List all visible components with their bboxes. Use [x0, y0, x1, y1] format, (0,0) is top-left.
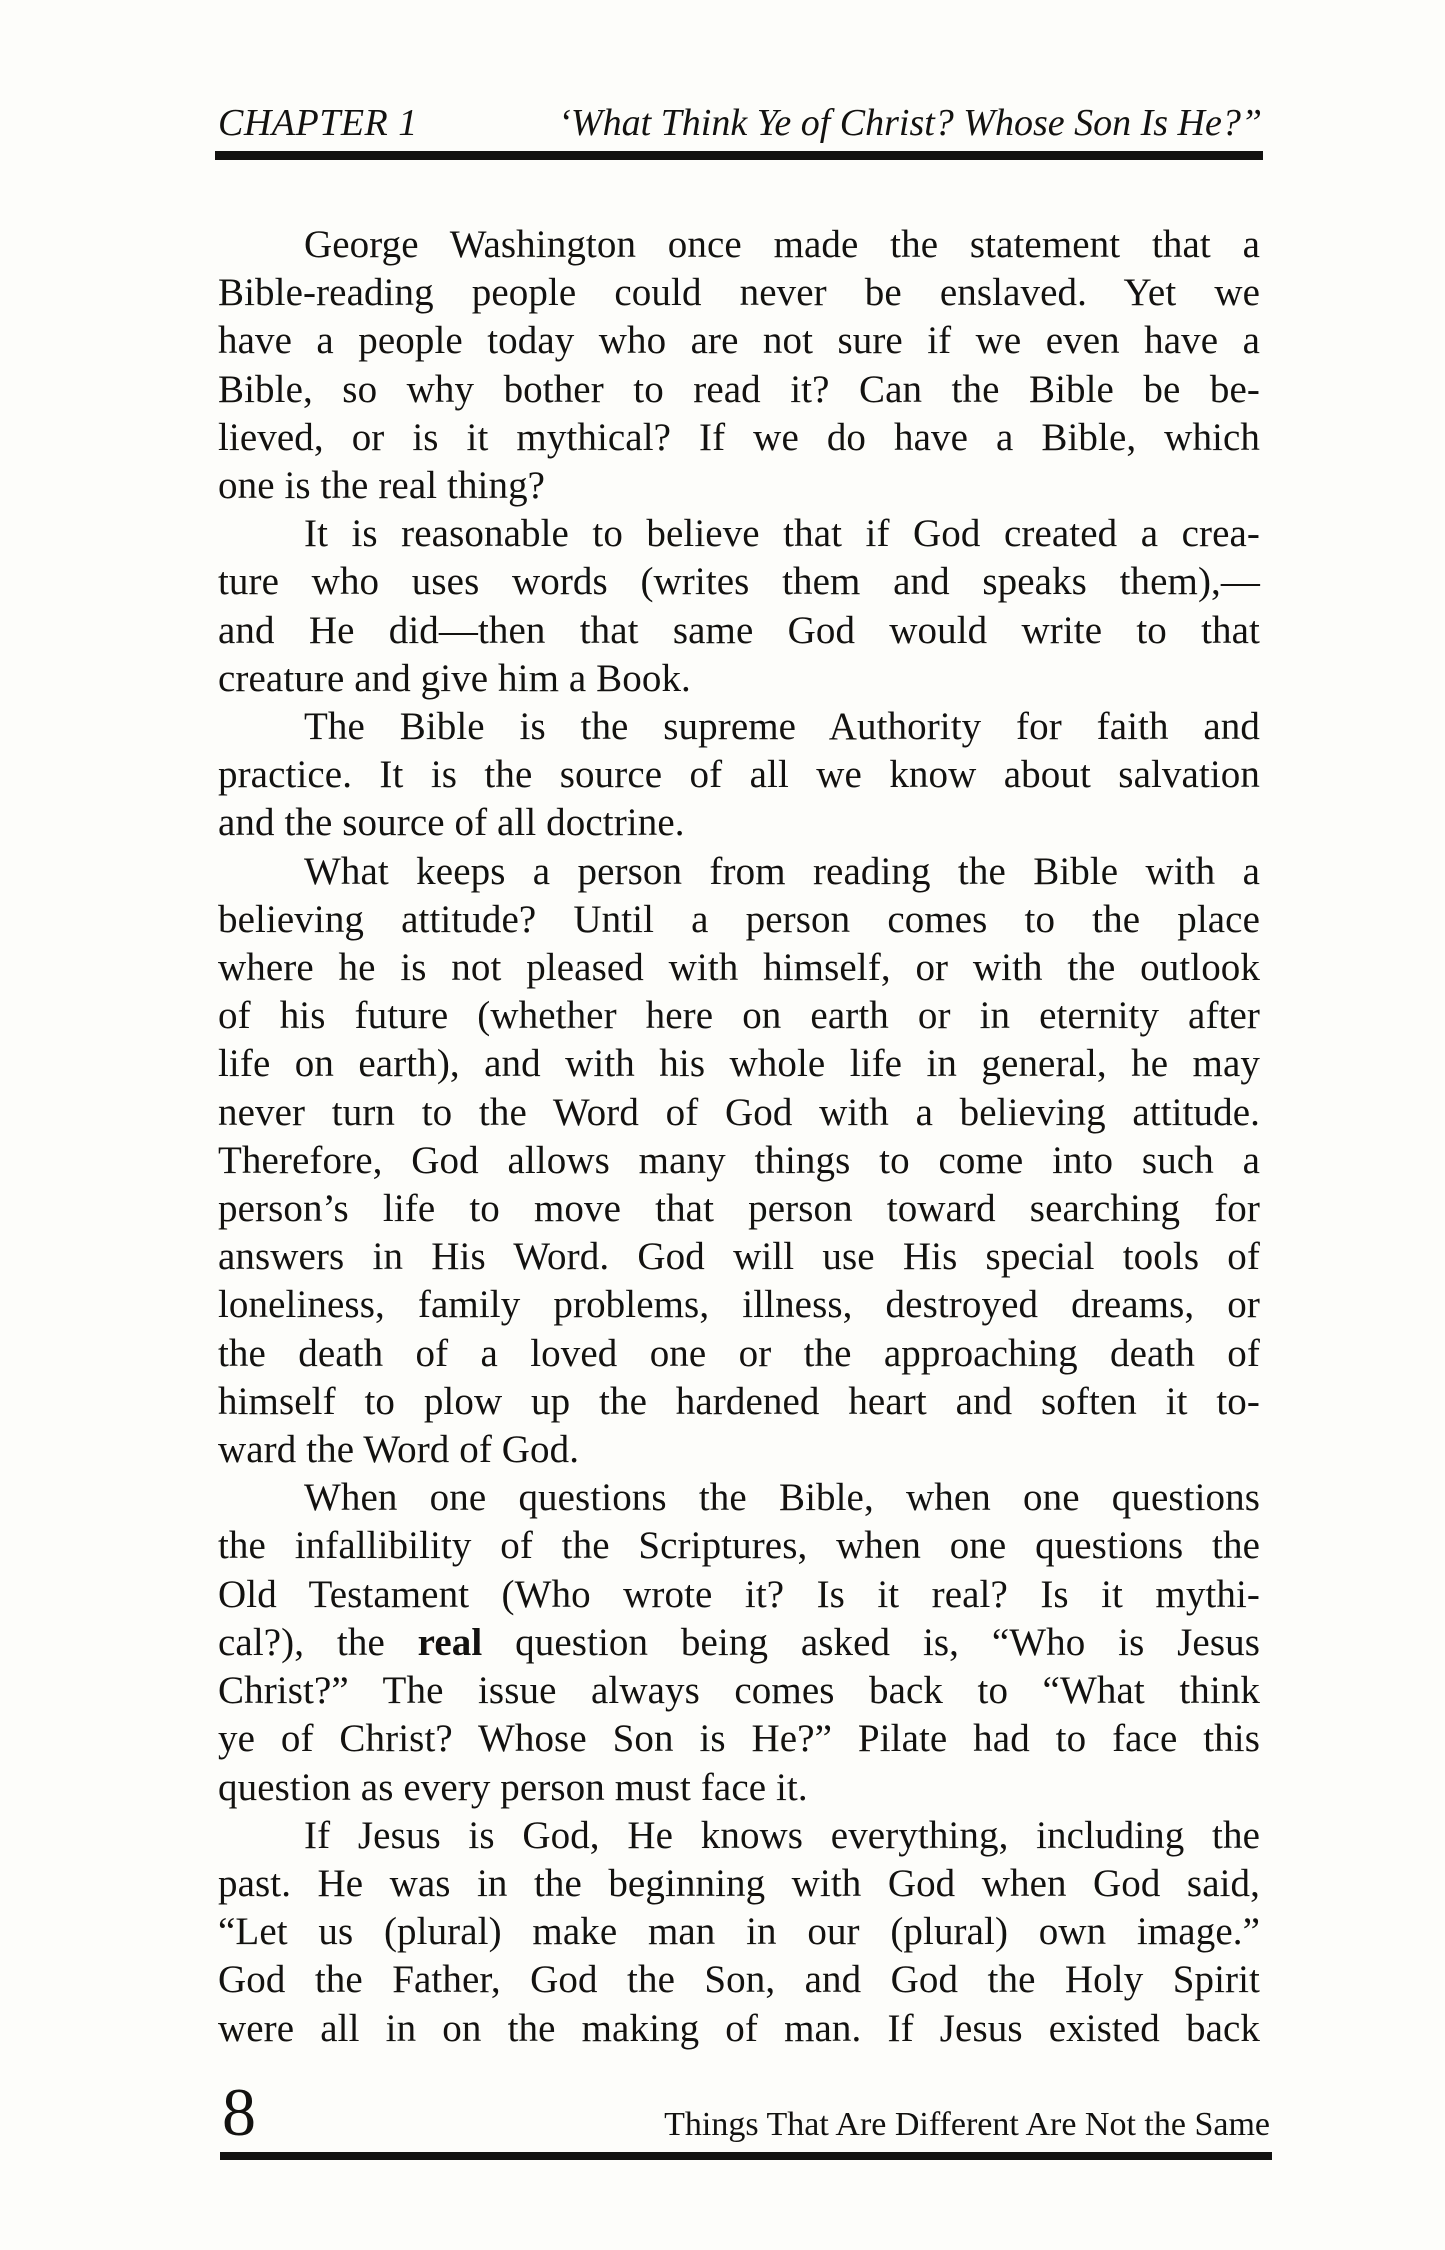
text-line: practice. It is the source of all we know about salvation [218, 753, 1260, 797]
text-line: have a people today who are not sure if we even have a [218, 319, 1260, 363]
text-line: himself to plow up the hardened heart and soften it to- [218, 1379, 1260, 1423]
text-line: creature and give him a Book. [218, 656, 691, 700]
text-line: It is reasonable to believe that if God created a crea- [304, 512, 1260, 556]
text-line: What keeps a person from reading the Bible with a [304, 849, 1260, 893]
text-line: and the source of all doctrine. [218, 801, 685, 845]
text-line: lieved, or is it mythical? If we do have a Bible, which [218, 415, 1260, 459]
text-line: ture who uses words (writes them and speaks them),— [218, 560, 1260, 604]
text-line: The Bible is the supreme Authority for faith and [304, 705, 1260, 749]
text-line: Therefore, God allows many things to come into such a [218, 1138, 1260, 1182]
text-line: Old Testament (Who wrote it? Is it real? Is it mythi- [218, 1572, 1260, 1616]
text-line: the death of a loved one or the approaching death of [218, 1331, 1260, 1375]
text-line: were all in on the making of man. If Jesus existed back [218, 2006, 1260, 2050]
text-line: “Let us (plural) make man in our (plural) own image.” [218, 1910, 1260, 1954]
text-line: where he is not pleased with himself, or with the outlook [218, 946, 1260, 990]
text-line: Bible, so why bother to read it? Can the Bible be be- [218, 367, 1260, 411]
chapter-label: CHAPTER 1 [218, 102, 418, 144]
text-line: answers in His Word. God will use His special tools of [218, 1235, 1260, 1279]
text-line: person’s life to move that person toward searching for [218, 1187, 1260, 1231]
text-line: Christ?” The issue always comes back to “What think [218, 1669, 1260, 1713]
text-line: If Jesus is God, He knows everything, including the [304, 1813, 1260, 1857]
page-header [218, 103, 1262, 145]
text-line: the infallibility of the Scriptures, when one questions the [218, 1524, 1260, 1568]
text-line: question as every person must face it. [218, 1765, 808, 1809]
text-line: cal?), the real question being asked is, “Who is Jesus [218, 1620, 1261, 1664]
text-line: believing attitude? Until a person comes to the place [218, 897, 1260, 941]
text-line: Bible-reading people could never be enslaved. Yet we [218, 271, 1260, 315]
text-line: and He did—then that same God would write to that [218, 608, 1260, 652]
text-line: one is the real thing? [218, 464, 546, 508]
text-line: loneliness, family problems, illness, destroyed dreams, or [218, 1283, 1260, 1327]
text-line: ye of Christ? Whose Son is He?” Pilate had to face this [218, 1717, 1260, 1761]
page-number: 8 [222, 2074, 256, 2150]
header-rule-divider [215, 151, 1263, 160]
text-line: of his future (whether here on earth or in eternity after [218, 994, 1260, 1038]
footer-rule-divider [220, 2152, 1272, 2160]
page-footer [222, 2074, 1270, 2150]
text-line: never turn to the Word of God with a believing attitude. [218, 1090, 1260, 1134]
text-line: life on earth), and with his whole life in general, he may [218, 1042, 1260, 1086]
text-line: past. He was in the beginning with God when God said, [218, 1861, 1260, 1905]
book-title: Things That Are Different Are Not the Same [664, 2106, 1270, 2143]
text-line: When one questions the Bible, when one questions [304, 1476, 1260, 1520]
text-line: George Washington once made the statement that a [304, 223, 1260, 266]
page-body [218, 221, 1260, 2053]
text-line: God the Father, God the Son, and God the Holy Spirit [218, 1958, 1260, 2002]
running-title: ‘What Think Ye of Christ? Whose Son Is He?” [558, 102, 1262, 144]
text-line: ward the Word of God. [218, 1428, 580, 1472]
